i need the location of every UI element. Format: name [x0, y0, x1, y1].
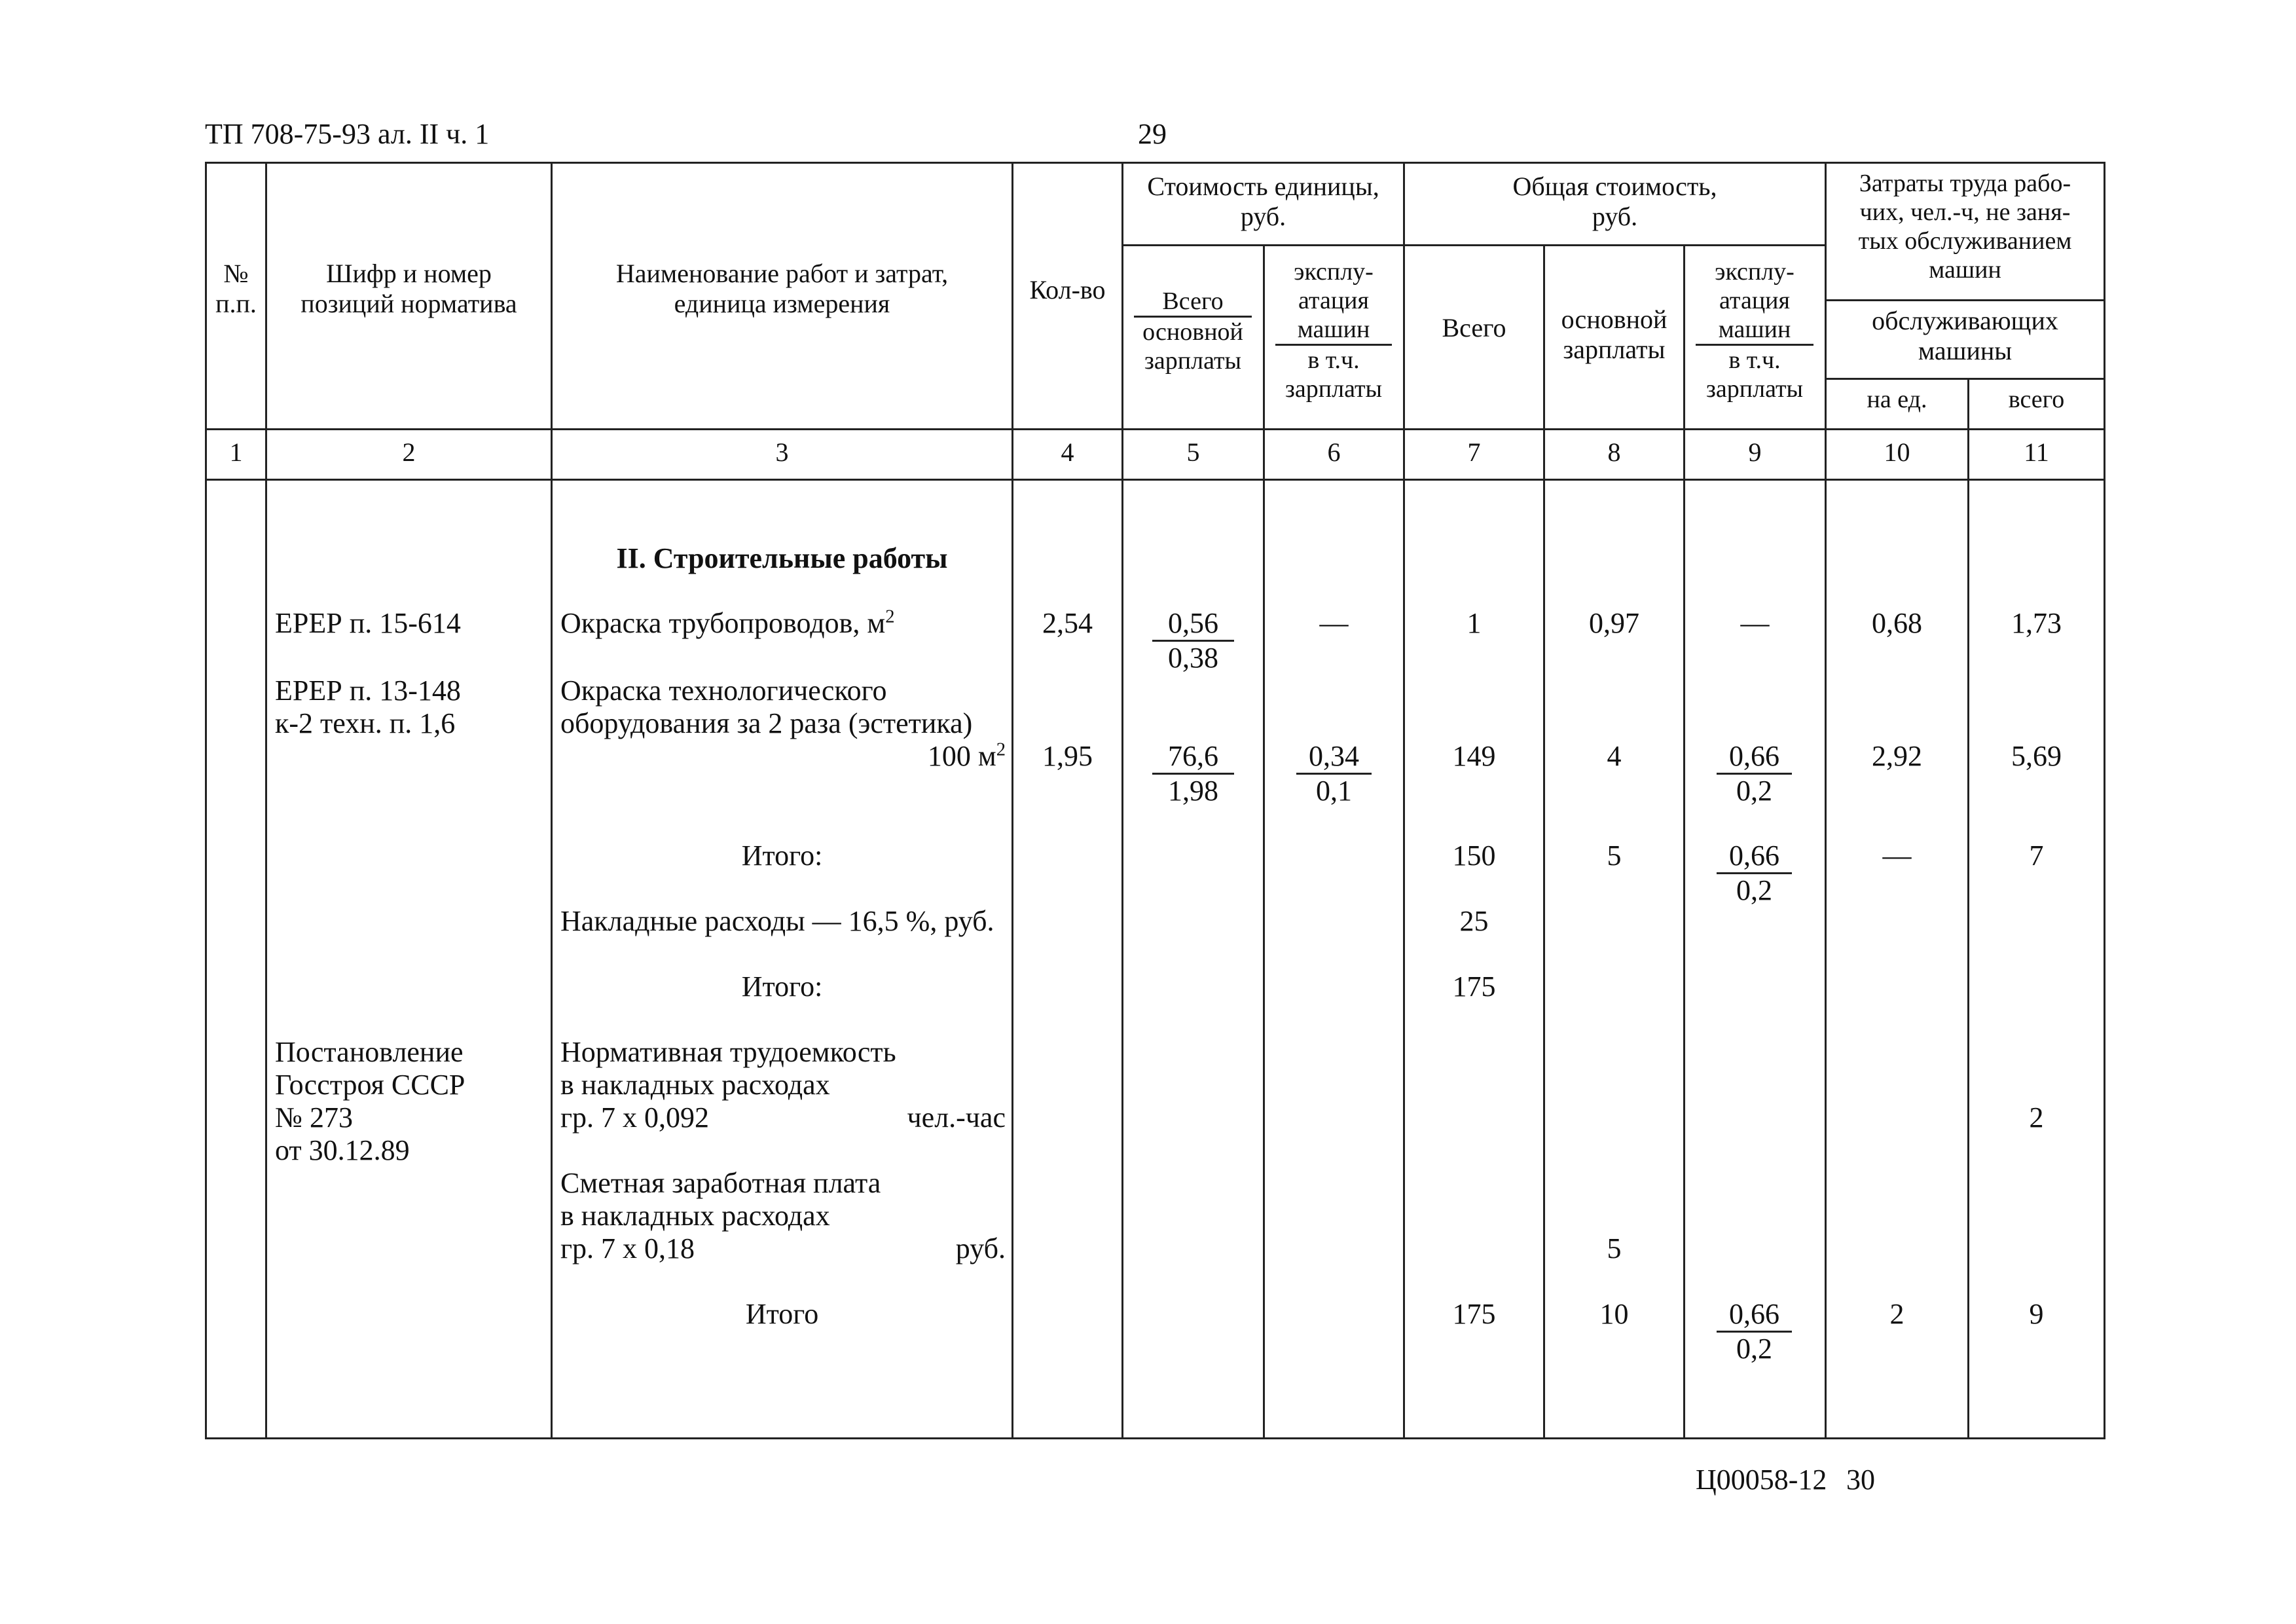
row3-total-base-wage: 5 [1607, 840, 1622, 872]
header-unit-exploitation-fraction [1275, 257, 1392, 403]
row8-total-exploitation-wage: 0,2 [1717, 1331, 1792, 1365]
row6-code: Постановление Госстроя СССР № 273 от 30.12.89 [275, 1036, 465, 1166]
row2-unit-exploitation-fraction [1296, 740, 1372, 807]
header-unit-total-bottom: основной зарплаты [1134, 316, 1252, 375]
row7-name-line3: гр. 7 х 0,18 [560, 1232, 695, 1264]
column-number-11: 11 [2024, 437, 2049, 467]
header-number: № п.п. [215, 259, 257, 318]
column-number-10: 10 [1884, 437, 1910, 467]
row7-name-line2: в накладных расходах [560, 1200, 830, 1232]
row3-total-exploitation-wage: 0,2 [1717, 872, 1792, 907]
header-total-base-wage: основной зарплаты [1561, 304, 1667, 364]
row6-name-line1: Нормативная трудоемкость [560, 1036, 896, 1068]
row8-name: Итого [745, 1298, 819, 1330]
row7-total-base-wage: 5 [1607, 1232, 1622, 1264]
column-number-7: 7 [1467, 437, 1481, 467]
header-labor-serving-machines: обслуживающих машины [1872, 306, 2058, 365]
row7-name-unit: руб. [955, 1232, 1006, 1264]
row2-total-base-wage: 4 [1607, 740, 1622, 772]
row6-name-line2: в накладных расходах [560, 1069, 830, 1101]
row2-total-exploitation-wage: 0,2 [1717, 773, 1792, 807]
row8-total: 175 [1452, 1298, 1496, 1330]
row5-name: Итого: [741, 970, 823, 1003]
row6-labor-total: 2 [2029, 1101, 2044, 1134]
footer-page-number: 30 [1846, 1464, 1875, 1496]
header-total-exploitation-top: эксплу- атация машин [1715, 258, 1795, 343]
row2-unit-exploitation-wage: 0,1 [1296, 773, 1372, 807]
row1-total-base-wage: 0,97 [1589, 607, 1639, 639]
row3-labor-total: 7 [2029, 840, 2044, 872]
document-code: ТП 708-75-93 ал. II ч. 1 [205, 118, 490, 150]
column-number-8: 8 [1607, 437, 1621, 467]
footer-code: Ц00058-12 [1696, 1464, 1827, 1496]
row3-name: Итого: [741, 840, 823, 872]
row2-unit-cost-fraction [1152, 740, 1234, 807]
header-unit-total-top: Всего [1162, 287, 1224, 315]
row2-quantity: 1,95 [1042, 740, 1093, 772]
row1-code: ЕРЕР п. 15-614 [275, 607, 461, 639]
row2-unit-exploitation: 0,34 [1309, 740, 1359, 772]
row2-name-unit: 100 $м^2$ [927, 739, 1006, 772]
row3-labor-per-unit: — [1882, 840, 1912, 872]
header-total-exploitation-fraction [1696, 257, 1813, 403]
row6-name-line3: гр. 7 х 0,092 [560, 1101, 710, 1134]
page-number: 29 [1138, 118, 1167, 150]
row8-labor-per-unit: 2 [1889, 1298, 1904, 1330]
row2-total: 149 [1452, 740, 1496, 772]
row6-name-unit: чел.-час [907, 1101, 1006, 1134]
header-code: Шифр и номер позиций норматива [301, 259, 517, 318]
row1-unit-total: 0,56 [1168, 607, 1218, 639]
row8-total-exploitation-fraction [1717, 1298, 1792, 1365]
header-labor-cost: Затраты труда рабо- чих, чел.-ч, не заня- тых обслуживанием машин [1858, 170, 2072, 284]
row3-total-exploitation-fraction [1717, 840, 1792, 907]
header-labor-total: всего [2008, 386, 2065, 413]
row4-total: 25 [1459, 905, 1489, 937]
row2-unit-base-wage: 1,98 [1152, 773, 1234, 807]
column-number-3: 3 [775, 437, 789, 467]
column-number-1: 1 [229, 437, 243, 467]
column-number-6: 6 [1327, 437, 1341, 467]
row2-name-line1: Окраска технологического [560, 674, 887, 707]
row2-total-exploitation-fraction [1717, 740, 1792, 807]
row1-labor-total: 1,73 [2011, 607, 2062, 639]
row1-quantity: 2,54 [1042, 607, 1093, 639]
row1-unit-cost-fraction [1152, 607, 1234, 674]
row1-unit-exploitation: — [1319, 607, 1349, 639]
row2-unit-total: 76,6 [1168, 740, 1218, 772]
row2-name-line2: оборудования за 2 раза (эстетика) [560, 707, 973, 739]
row3-total-exploitation: 0,66 [1729, 840, 1779, 872]
column-number-2: 2 [402, 437, 416, 467]
section-title: II. Строительные работы [616, 542, 948, 574]
header-total-exploitation-bottom: в т.ч. зарплаты [1696, 344, 1813, 403]
header-labor-per-unit: на ед. [1867, 386, 1927, 413]
row5-total: 175 [1452, 970, 1496, 1003]
column-number-9: 9 [1748, 437, 1762, 467]
row8-labor-total: 9 [2029, 1298, 2044, 1330]
row2-labor-per-unit: 2,92 [1872, 740, 1922, 772]
row2-labor-total: 5,69 [2011, 740, 2062, 772]
row1-total: 1 [1467, 607, 1482, 639]
column-number-5: 5 [1186, 437, 1200, 467]
header-unit-cost: Стоимость единицы, руб. [1147, 172, 1379, 231]
header-total-all: Всего [1442, 313, 1506, 342]
row8-total-base-wage: 10 [1599, 1298, 1629, 1330]
row2-code-line1: ЕРЕР п. 13-148 [275, 674, 461, 707]
row8-total-exploitation: 0,66 [1729, 1298, 1779, 1330]
row1-labor-per-unit: 0,68 [1872, 607, 1922, 639]
header-quantity: Кол-во [1029, 275, 1106, 304]
row2-code-line2: к-2 техн. п. 1,6 [275, 707, 456, 739]
header-unit-exploitation-bottom: в т.ч. зарплаты [1275, 344, 1392, 403]
column-number-4: 4 [1061, 437, 1074, 467]
header-total-cost: Общая стоимость, руб. [1512, 172, 1717, 231]
row3-total: 150 [1452, 840, 1496, 872]
row4-name: Накладные расходы — 16,5 %, руб. [560, 905, 994, 937]
row1-total-exploitation: — [1740, 607, 1770, 639]
header-name: Наименование работ и затрат, единица измерения [615, 259, 949, 318]
header-unit-exploitation-top: эксплу- атация машин [1294, 258, 1374, 343]
row2-total-exploitation: 0,66 [1729, 740, 1779, 772]
row1-name: Окраска трубопроводов, $м^2$ [560, 606, 895, 639]
header-unit-total-fraction [1134, 287, 1252, 375]
row7-name-line1: Сметная заработная плата [560, 1167, 881, 1199]
row1-unit-base-wage: 0,38 [1152, 640, 1234, 674]
